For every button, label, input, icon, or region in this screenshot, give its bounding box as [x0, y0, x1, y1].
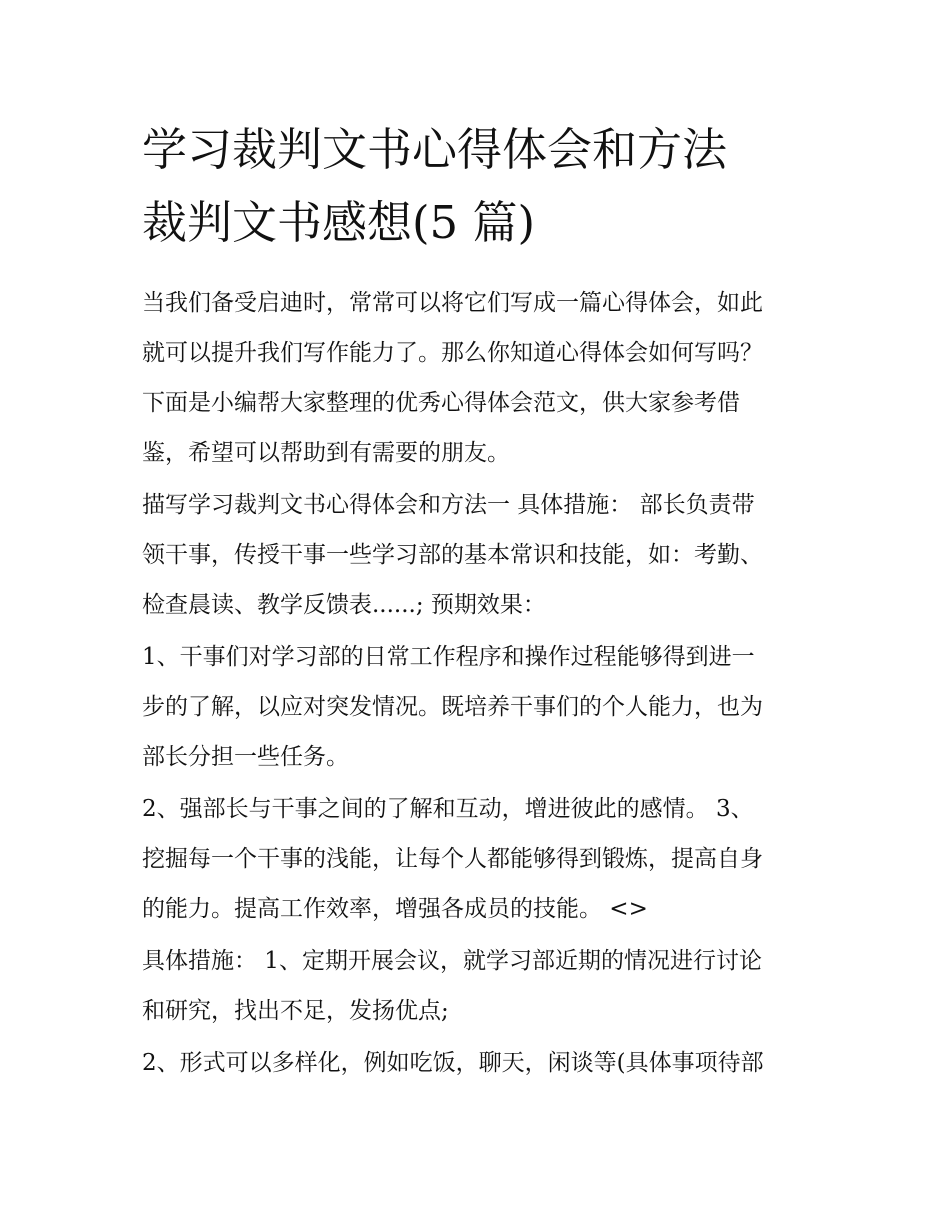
paragraph-measures-2: 2、形式可以多样化，例如吃饭，聊天，闲谈等(具体事项待部: [142, 1050, 764, 1076]
paragraph-effect-2-3: 2、强部长与干事之间的了解和互动，增进彼此的感情。 3、 挖掘每一个干事的浅能，让每个人都能够得到锻炼，提高自身 的能力。提高工作效率，增强各成员的技能。 <>: [142, 796, 763, 922]
paragraph-intro: 当我们备受启迪时，常常可以将它们写成一篇心得体会，如此 就可以提升我们写作能力了。那么你知道心得体会如何写吗？ 下面是小编帮大家整理的优秀心得体会范文，供大家参考借 鉴，希望可以帮助到有需要的朋友。: [142, 290, 763, 466]
document-body: [142, 278, 832, 1090]
paragraph-measures-1: 具体措施： 1、定期开展会议，就学习部近期的情况进行讨论 和研究，找出不足，发扬优点;: [142, 948, 762, 1024]
paragraph-method-one: 描写学习裁判文书心得体会和方法一 具体措施： 部长负责带 领干事，传授干事一些学习部的基本常识和技能，如：考勤、 检查晨读、教学反馈表......; 预期效果：: [142, 492, 763, 618]
document-title: 学习裁判文书心得体会和方法 裁判文书感想(5 篇): [142, 123, 728, 249]
paragraph-effect-1: 1、干事们对学习部的日常工作程序和操作过程能够得到进一 步的了解，以应对突发情况。既培养干事们的个人能力，也为 部长分担一些任务。: [142, 644, 763, 770]
